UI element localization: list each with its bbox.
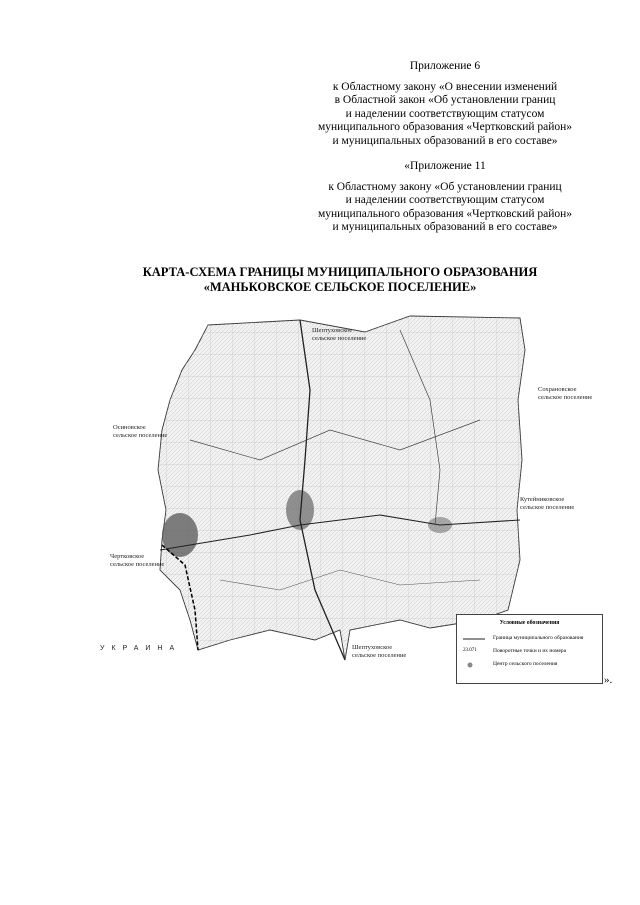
neighbor-label-right-mid	[520, 496, 574, 511]
map-title	[40, 265, 640, 295]
appendix-6-line: и муниципальных образований в его составе»	[332, 134, 558, 147]
legend-title: Условные обозначения	[499, 620, 560, 626]
neighbor-name: Сохрановское	[538, 386, 577, 393]
neighbor-label-left-mid	[110, 553, 164, 568]
neighbor-label-bottom	[352, 644, 406, 659]
appendix-6-line: и наделении соответствующим статусом	[345, 107, 545, 120]
appendix-6-line: в Областной закон «Об установлении границ	[334, 94, 556, 107]
neighbor-type: сельское поселение	[352, 651, 407, 659]
appendix-11-line: и наделении соответствующим статусом	[345, 194, 545, 207]
country-label: УКРАИНА	[100, 645, 182, 652]
neighbor-label-left-top	[113, 424, 167, 439]
neighbor-label-right-top	[538, 386, 592, 401]
settlement-center-icon	[463, 661, 485, 669]
boundary-line-icon	[463, 635, 485, 643]
neighbor-name: Шептуховское	[352, 644, 393, 651]
neighbor-type: сельское поселение	[110, 560, 165, 568]
appendix-6-line: муниципального образования «Чертковский район»	[317, 121, 573, 134]
appendix-6-block	[280, 60, 610, 149]
legend-item-text: Центр сельского поселения	[493, 661, 558, 667]
appendix-6-line: к Областному закону «О внесении изменений	[332, 80, 558, 93]
neighbor-type: сельское поселение	[538, 393, 593, 401]
closing-quote: ».	[604, 674, 613, 686]
map-title-line-1: КАРТА-СХЕМА ГРАНИЦЫ МУНИЦИПАЛЬНОГО ОБРАЗОВАНИЯ	[142, 265, 538, 279]
legend-item	[463, 635, 598, 643]
map-legend	[456, 614, 603, 684]
appendix-6-heading: Приложение 6	[409, 60, 481, 72]
turn-point-icon: 23.071	[463, 648, 477, 653]
neighbor-label-top	[312, 327, 366, 342]
legend-item-text: Граница муниципального образования	[493, 635, 584, 641]
neighbor-type: сельское поселение	[113, 431, 168, 439]
appendix-11-block	[280, 160, 610, 235]
legend-item	[463, 648, 598, 656]
appendix-11-heading: «Приложение 11	[404, 160, 486, 172]
map-title-line-2: «МАНЬКОВСКОЕ СЕЛЬСКОЕ ПОСЕЛЕНИЕ»	[203, 280, 477, 294]
neighbor-name: Шептуховское	[312, 327, 353, 334]
neighbor-name: Осиновское	[113, 424, 146, 431]
legend-item	[463, 661, 598, 669]
appendix-11-line: и муниципальных образований в его составе»	[332, 221, 558, 234]
neighbor-name: Кутейниковское	[520, 496, 565, 503]
neighbor-type: сельское поселение	[520, 503, 575, 511]
neighbor-type: сельское поселение	[312, 334, 367, 342]
appendix-11-line: муниципального образования «Чертковский район»	[317, 207, 573, 220]
appendix-11-line: к Областному закону «Об установлении границ	[328, 180, 562, 193]
legend-item-text: Поворотные точки и их номера	[493, 648, 567, 654]
neighbor-name: Чертковское	[110, 553, 145, 560]
